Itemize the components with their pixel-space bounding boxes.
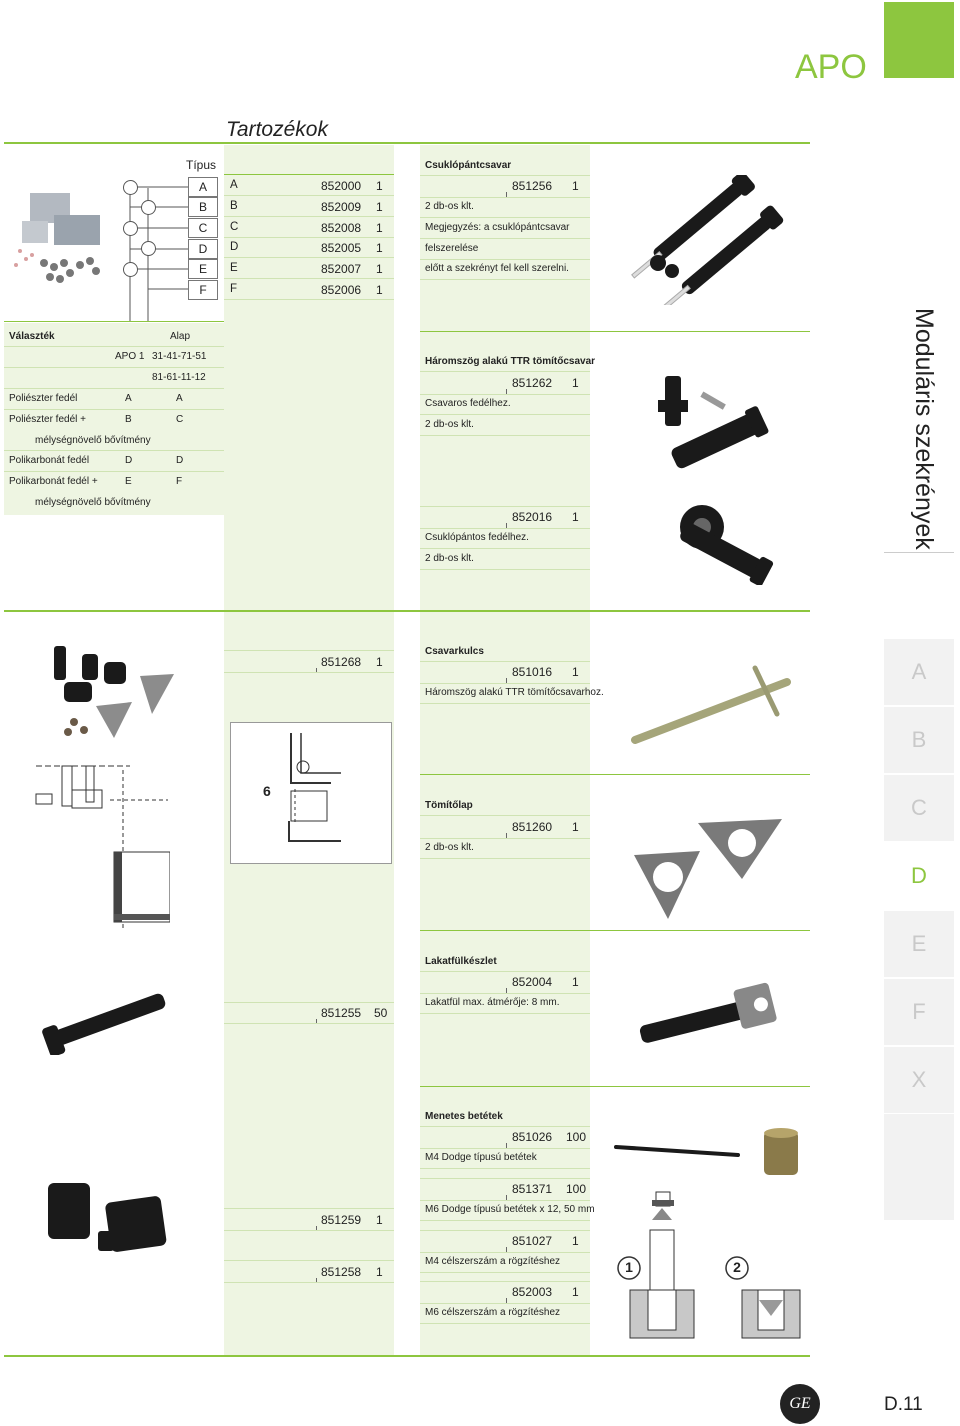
table-row-variant: B <box>230 200 238 212</box>
hinge-screw-photo <box>630 175 810 305</box>
vertical-title: Moduláris szekrények <box>910 308 938 550</box>
selection-row-c1: B <box>125 414 132 425</box>
selection-base-header: Alap <box>170 331 191 342</box>
selection-row-c2: F <box>176 476 183 487</box>
ttr-hinge-photo <box>650 495 790 585</box>
ttr-title: Háromszög alakú TTR tömítőcsavar <box>425 356 596 367</box>
selection-apo: APO 1 <box>115 351 145 362</box>
ttr-line: 2 db-os klt. <box>425 419 474 430</box>
table-row-variant: A <box>230 179 238 191</box>
seal-kit-photo <box>48 640 178 740</box>
table-row-code: 852005 <box>321 241 362 255</box>
insert-steps-diagram <box>612 1190 812 1342</box>
ttr-qty: 1 <box>572 510 579 524</box>
cover-parts-photo <box>6 185 116 295</box>
section-title: Tartozékok <box>226 118 328 141</box>
key-qty: 1 <box>572 665 579 679</box>
ttr-line: 2 db-os klt. <box>425 553 474 564</box>
table-row-variant: C <box>230 221 239 233</box>
hinge-line: 2 db-os klt. <box>425 201 474 212</box>
inserts-line: M4 Dodge típusú betétek <box>425 1152 537 1163</box>
left-code: 851258 <box>321 1265 362 1279</box>
hinge-line: előtt a szekrényt fel kell szerelni. <box>425 263 569 274</box>
table-row-variant: F <box>230 283 238 295</box>
type-box-b: B <box>188 197 218 217</box>
key-title: Csavarkulcs <box>425 646 484 657</box>
key-code: 851016 <box>512 665 553 679</box>
padlock-line: Lakatfül max. átmérője: 8 mm. <box>425 997 560 1008</box>
dimension-label: 6 <box>263 783 271 799</box>
padlock-title: Lakatfülkészlet <box>425 956 497 967</box>
type-box-f: F <box>188 280 218 300</box>
left-code: 851259 <box>321 1213 362 1227</box>
left-qty: 1 <box>376 1213 383 1227</box>
mounting-drawing-left <box>30 760 170 930</box>
table-row-variant: D <box>230 241 239 253</box>
selection-row-c2: A <box>176 393 183 404</box>
table-row-qty: 1 <box>376 262 383 276</box>
ttr-line: Csuklópántos fedélhez. <box>425 532 529 543</box>
inserts-qty: 1 <box>572 1234 579 1248</box>
table-row-qty: 1 <box>376 179 383 193</box>
hinge-qty: 1 <box>572 179 579 193</box>
key-photo <box>625 660 805 750</box>
selection-row-c2: D <box>176 455 184 466</box>
gasket-title: Tömítőlap <box>425 800 473 811</box>
ttr-line: Csavaros fedélhez. <box>425 398 511 409</box>
hinge-title: Csuklópántcsavar <box>425 160 512 171</box>
padlock-photo <box>630 975 790 1055</box>
table-row-code: 852008 <box>321 221 362 235</box>
selection-row-label: mélységnövelő bővítmény <box>35 497 151 508</box>
inserts-qty: 1 <box>572 1285 579 1299</box>
selection-header: Választék <box>9 331 55 342</box>
selection-row-label: Polikarbonát fedél <box>9 455 90 466</box>
selection-row-label: Polikarbonát fedél + <box>9 476 98 487</box>
table-row-code: 852000 <box>321 179 362 193</box>
tab-d[interactable]: D <box>884 842 954 909</box>
key-line: Háromszög alakú TTR tömítőcsavarhoz. <box>425 687 604 698</box>
padlock-code: 852004 <box>512 975 553 989</box>
padlock-qty: 1 <box>572 975 579 989</box>
selection-row-c2: C <box>176 414 184 425</box>
ttr-code: 852016 <box>512 510 553 524</box>
gasket-code: 851260 <box>512 820 553 834</box>
left-qty: 1 <box>376 1265 383 1279</box>
step-one-label: 1 <box>625 1259 633 1275</box>
brand-title: APO <box>795 48 867 86</box>
table-row-code: 852007 <box>321 262 362 276</box>
inserts-line: M4 célszerszám a rögzítéshez <box>425 1256 561 1267</box>
tab-c[interactable]: C <box>884 774 954 841</box>
hinge-code: 851256 <box>512 179 553 193</box>
ttr-screw-photo <box>650 370 790 470</box>
inserts-code: 851371 <box>512 1182 553 1196</box>
tab-f[interactable]: F <box>884 978 954 1045</box>
selection-row-c1: A <box>125 393 132 404</box>
type-box-d: D <box>188 239 218 259</box>
table-row-variant: E <box>230 262 238 274</box>
table-row-qty: 1 <box>376 283 383 297</box>
selection-row-c1: D <box>125 455 133 466</box>
detail-drawing <box>230 722 392 864</box>
inserts-qty: 100 <box>566 1182 587 1196</box>
tab-e[interactable]: E <box>884 910 954 977</box>
table-row-qty: 1 <box>376 200 383 214</box>
page-number: D.11 <box>884 1394 923 1415</box>
left-code: 851255 <box>321 1006 362 1020</box>
table-row-qty: 1 <box>376 221 383 235</box>
inserts-title: Menetes betétek <box>425 1111 503 1122</box>
ge-logo-text: GE <box>789 1395 811 1412</box>
left-qty: 1 <box>376 655 383 669</box>
selection-code: 81-61-11-12 <box>152 372 206 383</box>
left-code: 851268 <box>321 655 362 669</box>
inserts-code: 851027 <box>512 1234 553 1248</box>
tab-b[interactable]: B <box>884 706 954 773</box>
table-row-code: 852009 <box>321 200 362 214</box>
inserts-code: 852003 <box>512 1285 553 1299</box>
ttr-code: 851262 <box>512 376 553 390</box>
selection-row-c1: E <box>125 476 132 487</box>
table-row-code: 852006 <box>321 283 362 297</box>
selection-row-label: Poliészter fedél + <box>9 414 86 425</box>
gasket-qty: 1 <box>572 820 579 834</box>
table-row-qty: 1 <box>376 241 383 255</box>
inserts-line: M6 célszerszám a rögzítéshez <box>425 1307 561 1318</box>
gasket-line: 2 db-os klt. <box>425 842 474 853</box>
inserts-qty: 100 <box>566 1130 587 1144</box>
type-tree <box>118 176 198 326</box>
ge-logo <box>780 1384 820 1424</box>
type-label: Típus <box>186 158 217 172</box>
inserts-line: M6 Dodge típusú betétek x 12, 50 mm <box>425 1204 595 1215</box>
left-qty: 50 <box>374 1006 388 1020</box>
type-box-a: A <box>188 177 218 197</box>
ttr-qty: 1 <box>572 376 579 390</box>
gasket-photo <box>630 815 800 925</box>
tab-a[interactable]: A <box>884 638 954 705</box>
type-box-e: E <box>188 259 218 279</box>
hinge-line: Megjegyzés: a csuklópántcsavar <box>425 222 570 233</box>
selection-row-label: mélységnövelő bővítmény <box>35 435 151 446</box>
step-two-label: 2 <box>733 1259 741 1275</box>
type-box-c: C <box>188 218 218 238</box>
insert-tool-photo <box>612 1125 812 1185</box>
locking-insert-photo <box>38 1175 188 1265</box>
selection-code: 31-41-71-51 <box>152 351 207 362</box>
brand-square <box>884 2 954 78</box>
hinge-line: felszerelése <box>425 243 479 254</box>
inserts-code: 851026 <box>512 1130 553 1144</box>
hinge-pin-photo <box>36 985 186 1055</box>
tab-x[interactable]: X <box>884 1046 954 1113</box>
selection-row-label: Poliészter fedél <box>9 393 78 404</box>
